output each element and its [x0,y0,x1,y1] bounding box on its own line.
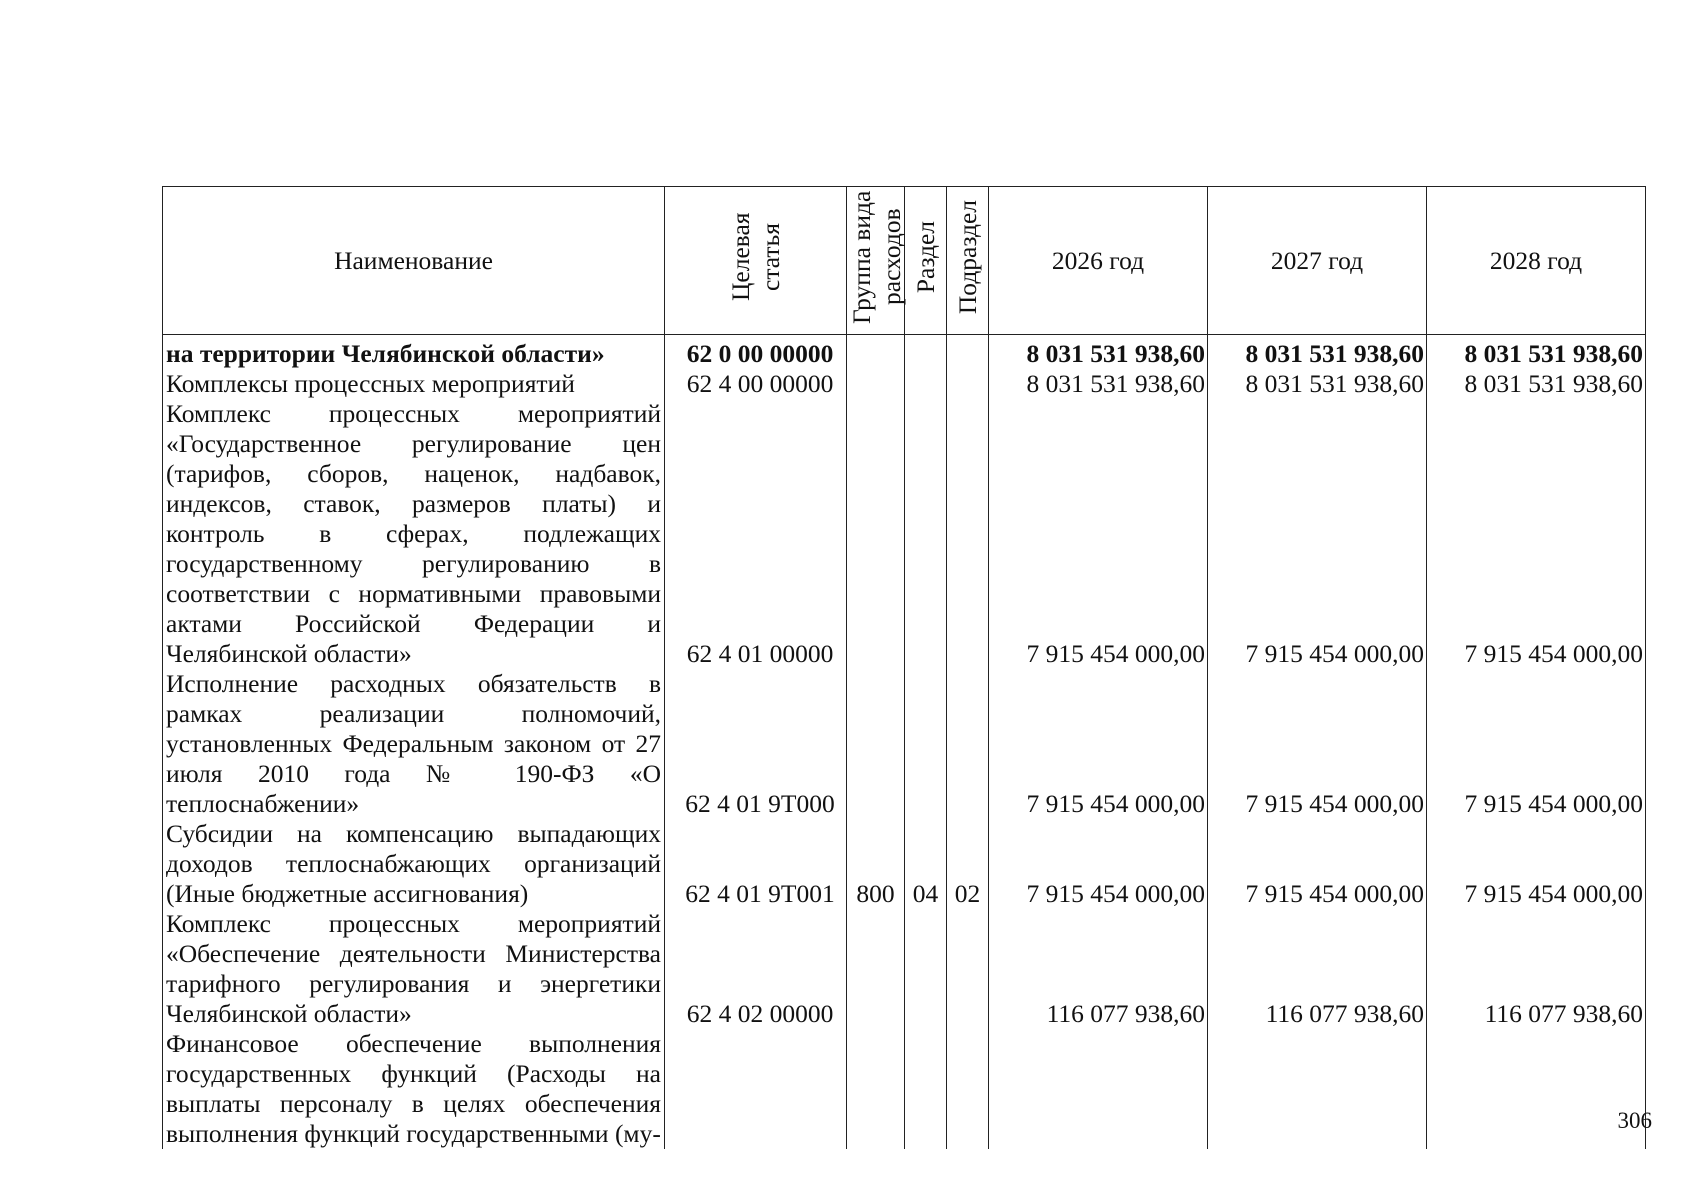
row-2027: 116 077 938,60 [1208,909,1427,1029]
row-name: Комплексы процессных мероприятий [163,369,665,399]
row-2028: 7 915 454 000,00 [1427,399,1646,669]
header-code-label: Целевая статья [725,212,785,302]
table-row [163,399,1646,669]
row-section [905,335,947,370]
row-code: 62 4 01 00000 [665,399,847,669]
row-subsection [947,369,989,399]
budget-table [162,186,1646,1149]
row-section [905,909,947,1029]
row-code: 62 4 00 00000 [665,369,847,399]
row-code: 62 4 01 9Т000 [665,669,847,819]
row-2027: 8 031 531 938,60 [1208,335,1427,370]
row-2028: 8 031 531 938,60 [1427,335,1646,370]
row-2026: 8 031 531 938,60 [989,369,1208,399]
row-2028: 7 915 454 000,00 [1427,669,1646,819]
row-code: 62 4 02 00000 [665,909,847,1029]
table-row [163,669,1646,819]
table-row [163,1029,1646,1149]
row-2026 [989,1029,1208,1149]
row-section [905,399,947,669]
row-subsection [947,1029,989,1149]
header-2026: 2026 год [989,187,1208,335]
row-group [847,369,905,399]
row-2027: 7 915 454 000,00 [1208,399,1427,669]
row-2027: 7 915 454 000,00 [1208,819,1427,909]
row-group: 800 [847,819,905,909]
row-subsection [947,399,989,669]
row-section [905,669,947,819]
row-section [905,1029,947,1149]
row-code: 62 0 00 00000 [665,335,847,370]
row-2028 [1427,1029,1646,1149]
row-section: 04 [905,819,947,909]
row-group [847,335,905,370]
table-header [163,187,1646,335]
row-name: Комплекс процессных мероприятий «Обеспечение деятельности Министерства тарифного регулирования и энергетики Челябинской области» [163,909,665,1029]
row-name: Финансовое обеспечение выполнения государственных функций (Расходы на выплаты персоналу в целях обеспечения выполнения функций государственными (му- [163,1029,665,1149]
row-group [847,399,905,669]
row-2026: 7 915 454 000,00 [989,399,1208,669]
row-name: Исполнение расходных обязательств в рамках реализации полномочий, установленных Федеральным законом от 27 июля 2010 года № 190-ФЗ «О теплоснабжении» [163,669,665,819]
row-code: 62 4 01 9Т001 [665,819,847,909]
row-group [847,909,905,1029]
row-subsection [947,669,989,819]
row-2028: 8 031 531 938,60 [1427,369,1646,399]
header-subsection [947,187,989,335]
row-section [905,369,947,399]
row-code [665,1029,847,1149]
table-row [163,369,1646,399]
header-code [665,187,847,335]
row-2027 [1208,1029,1427,1149]
header-name: Наименование [163,187,665,335]
row-group [847,1029,905,1149]
row-subsection [947,335,989,370]
row-name: Комплекс процессных мероприятий «Государственное регулирование цен (тарифов, сборов, наценок, надбавок, индексов, ставок, размеров платы) и контроль в сферах, подлежащих государственному регулированию в соответствии с нормативными правовыми актами Российской Федерации и Челябинской области» [163,399,665,669]
row-2028: 116 077 938,60 [1427,909,1646,1029]
header-2028: 2028 год [1427,187,1646,335]
row-subsection: 02 [947,819,989,909]
page-number: 306 [1617,1108,1652,1133]
row-2027: 7 915 454 000,00 [1208,669,1427,819]
row-name: Субсидии на компенсацию выпадающих доходов теплоснабжающих организаций (Иные бюджетные ассигнования) [163,819,665,909]
row-2026: 7 915 454 000,00 [989,819,1208,909]
table-body [163,335,1646,1150]
row-2026: 7 915 454 000,00 [989,669,1208,819]
header-group-label: Группа вида расходов [847,190,906,324]
row-subsection [947,909,989,1029]
row-2028: 7 915 454 000,00 [1427,819,1646,909]
header-subsection-label: Подраздел [952,199,982,315]
row-group [847,669,905,819]
table-row [163,909,1646,1029]
row-2027: 8 031 531 938,60 [1208,369,1427,399]
table-row [163,819,1646,909]
row-2026: 8 031 531 938,60 [989,335,1208,370]
row-name: на территории Челябинской области» [163,335,665,370]
header-group [847,187,905,335]
table-row [163,335,1646,370]
header-section [905,187,947,335]
header-section-label: Раздел [910,220,940,294]
header-2027: 2027 год [1208,187,1427,335]
row-2026: 116 077 938,60 [989,909,1208,1029]
